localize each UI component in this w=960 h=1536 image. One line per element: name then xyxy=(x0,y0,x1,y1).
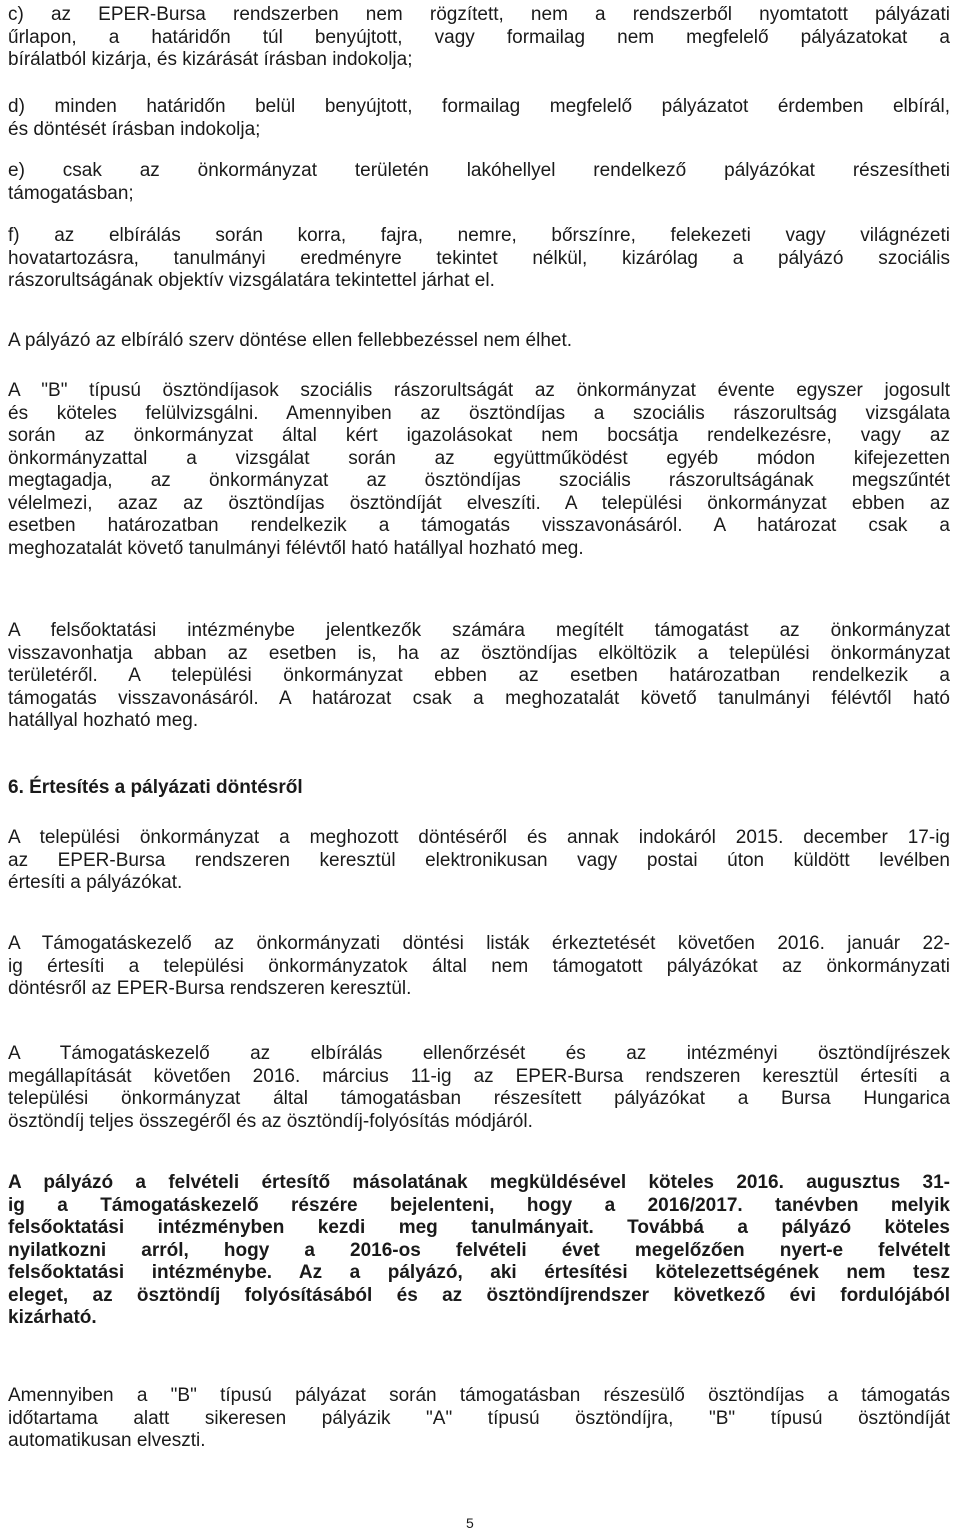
text-line: Amennyiben a "B" típusú pályázat során támogatásban részesülő ösztöndíjas a támogatás xyxy=(8,1385,950,1406)
text-line: ig értesíti a települési önkormányzatok által nem támogatott pályázókat az önkormányzati xyxy=(8,955,950,977)
text-line: ig a Támogatáskezelő részére bejelenteni, hogy a 2016/2017. tanévben melyik xyxy=(8,1194,950,1216)
text-line: önkormányzattal a vizsgálat során az együttműködést egyéb módon kifejezetten xyxy=(8,447,950,469)
text-line: A Támogatáskezelő az elbírálás ellenőrzését és az intézményi ösztöndíjrészek xyxy=(8,1043,950,1064)
b-type-scholarship-paragraph xyxy=(8,380,950,560)
notification-paragraph-3 xyxy=(8,1043,950,1133)
text-line: bírálatból kizárja, és kizárását írásban indokolja; xyxy=(8,49,413,70)
text-line: A "B" típusú ösztöndíjasok szociális rászorultságát az önkormányzat évente egyszer jogosult xyxy=(8,380,950,401)
text-line: támogatásban; xyxy=(8,182,134,204)
text-line: és köteles felülvizsgálni. Amennyiben az ösztöndíjas a szociális rászorultság vizsgálata xyxy=(8,402,950,424)
section-heading: 6. Értesítés a pályázati döntésről xyxy=(8,777,303,798)
text-line: esetben határozatban rendelkezik a támogatás visszavonásáról. A határozat csak a xyxy=(8,515,950,536)
text-line: időtartama alatt sikeresen pályázik "A" típusú ösztöndíjra, "B" típusú ösztöndíját xyxy=(8,1407,950,1429)
text-line: ösztöndíj teljes összegéről és az ösztöndíj-folyósítás módjáról. xyxy=(8,1110,533,1132)
text-line: rászorultságának objektív vizsgálatára tekintettel járhat el. xyxy=(8,270,495,291)
text-line: támogatás visszavonásáról. A határozat csak a meghozatalát követő tanulmányi félévtől ható xyxy=(8,687,950,709)
text-line: felsőoktatási intézményben kezdi meg tanulmányait. Továbbá a pályázó köteles xyxy=(8,1217,950,1238)
text-line: értesíti a pályázókat. xyxy=(8,872,183,893)
text-line: visszavonhatja abban az esetben is, ha az ösztöndíjas elköltözik a települési önkormányzat xyxy=(8,642,950,664)
text-line: A pályázó az elbíráló szerv döntése ellen fellebbezéssel nem élhet. xyxy=(8,330,573,351)
text-line: hovatartozásra, tanulmányi eredményre tekintet nélkül, kizárólag a pályázó szociális xyxy=(8,247,950,269)
higher-education-paragraph xyxy=(8,620,950,733)
text-line: az EPER-Bursa rendszeren keresztül elektronikusan vagy postai úton küldött levélben xyxy=(8,849,950,871)
text-line: automatikusan elveszti. xyxy=(8,1430,206,1451)
text-line: A felsőoktatási intézménybe jelentkezők számára megítélt támogatást az önkormányzat xyxy=(8,620,950,641)
text-line: települési önkormányzat által támogatásban részesített pályázókat a Bursa Hungarica xyxy=(8,1088,950,1109)
item-e-paragraph xyxy=(8,160,950,205)
text-line: d) minden határidőn belül benyújtott, formailag megfelelő pályázatot érdemben elbírál, xyxy=(8,96,950,117)
enrollment-notice-paragraph xyxy=(8,1172,950,1330)
text-line: A települési önkormányzat a meghozott döntéséről és annak indokáról 2015. december 17-ig xyxy=(8,827,950,848)
page-number: 5 xyxy=(466,1515,474,1531)
text-line: A Támogatáskezelő az önkormányzati döntési listák érkeztetését követően 2016. január 22- xyxy=(8,933,950,954)
item-c-paragraph xyxy=(8,4,950,72)
text-line: kizárható. xyxy=(8,1307,97,1328)
text-line: döntésről az EPER-Bursa rendszeren keresztül. xyxy=(8,978,412,999)
text-line: megtagadja, az önkormányzat az ösztöndíjas szociális rászorultságának megszűntét xyxy=(8,470,950,491)
notification-paragraph-2 xyxy=(8,933,950,1001)
text-line: eleget, az ösztöndíj folyósításából és az ösztöndíjrendszer következő évi fordulójából xyxy=(8,1284,950,1306)
text-line: f) az elbírálás során korra, fajra, nemre, bőrszínre, felekezeti vagy világnézeti xyxy=(8,225,950,246)
appeal-paragraph xyxy=(8,330,950,353)
text-line: nyilatkozni arról, hogy a 2016-os felvételi évet megelőzően nyert-e felvételt xyxy=(8,1239,950,1261)
notification-paragraph-1 xyxy=(8,827,950,895)
text-line: területéről. A települési önkormányzat ebben az esetben határozatban rendelkezik a xyxy=(8,665,950,686)
b-type-loss-paragraph xyxy=(8,1385,950,1453)
item-f-paragraph xyxy=(8,225,950,293)
text-line: és döntését írásban indokolja; xyxy=(8,118,261,140)
text-line: A pályázó a felvételi értesítő másolatának megküldésével köteles 2016. augusztus 31- xyxy=(8,1172,950,1193)
text-line: e) csak az önkormányzat területén lakóhellyel rendelkező pályázókat részesítheti xyxy=(8,160,950,181)
text-line: megállapítását követően 2016. március 11-ig az EPER-Bursa rendszeren keresztül értesíti a xyxy=(8,1065,950,1087)
item-d-paragraph xyxy=(8,96,950,141)
text-line: vélelmezi, azaz az ösztöndíjas ösztöndíját elveszíti. A települési önkormányzat ebben az xyxy=(8,492,950,514)
text-line: űrlapon, a határidőn túl benyújtott, vagy formailag nem megfelelő pályázatokat a xyxy=(8,26,950,48)
text-line: meghozatalát követő tanulmányi félévtől ható hatállyal hozható meg. xyxy=(8,537,584,559)
text-line: c) az EPER-Bursa rendszerben nem rögzített, nem a rendszerből nyomtatott pályázati xyxy=(8,4,950,25)
text-line: hatállyal hozható meg. xyxy=(8,710,199,731)
text-line: felsőoktatási intézménybe. Az a pályázó, aki értesítési kötelezettségének nem tesz xyxy=(8,1262,950,1283)
text-line: során az önkormányzat által kért igazolásokat nem bocsátja rendelkezésre, vagy az xyxy=(8,425,950,446)
